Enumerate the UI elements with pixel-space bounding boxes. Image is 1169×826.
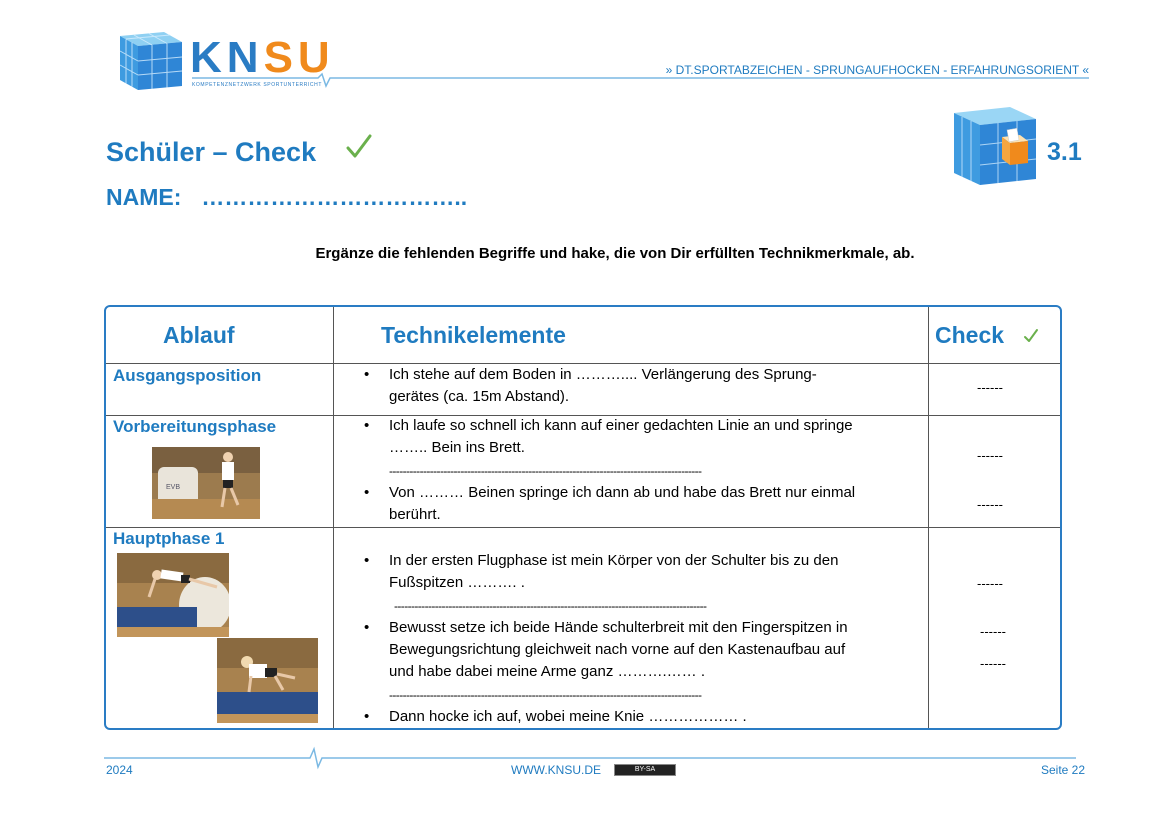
name-blank: …………………………….. <box>201 184 468 210</box>
instruction-text: Ergänze die fehlenden Begriffe und hake, die von Dir erfüllten Technikmerkmale, ab. <box>315 245 915 262</box>
separator-line: -------------------------------------------------------------------------------------------- <box>394 599 707 613</box>
bullet-icon: • <box>364 366 370 383</box>
technique-item: Ich laufe so schnell ich kann auf einer gedachten Linie an und springe …….. Bein ins Brett. <box>389 417 853 456</box>
bullet-icon: • <box>364 552 370 569</box>
check-mark-field[interactable]: ------ <box>980 624 1006 639</box>
checkmark-icon <box>345 133 373 161</box>
photo-flight-phase <box>117 553 229 637</box>
name-field <box>106 184 467 211</box>
knsu-logo-text: KNSU <box>190 33 335 82</box>
svg-text:EVB: EVB <box>166 484 181 491</box>
technique-item: Bewusst setze ich beide Hände schulterbreit mit den Fingerspitzen in Bewegungsrichtung gleichweit nach vorne auf den Kastenaufbau auf und habe dabei meine Arme ganz ……….…… . <box>389 619 848 680</box>
column-divider <box>333 307 334 728</box>
name-label: NAME: <box>106 184 182 210</box>
phase-ausgangsposition: Ausgangsposition <box>113 366 262 385</box>
footer-year: 2024 <box>106 763 133 777</box>
header-technikelemente: Technikelemente <box>381 322 566 348</box>
technique-item: In der ersten Flugphase ist mein Körper von der Schulter bis zu den Fußspitzen ………. . <box>389 552 839 591</box>
technique-item: Dann hocke ich auf, wobei meine Knie ……………… . <box>389 708 747 725</box>
column-divider <box>928 307 929 728</box>
separator-line: -------------------------------------------------------------------------------------------- <box>389 688 702 702</box>
check-mark-field[interactable]: ------ <box>977 576 1003 591</box>
bullet-icon: • <box>364 708 370 725</box>
check-mark-field[interactable]: ------ <box>977 380 1003 395</box>
document-header-title: » DT.SPORTABZEICHEN - SPRUNGAUFHOCKEN - ERFAHRUNGSORIENT « <box>665 63 1089 77</box>
header-check: Check <box>935 322 1005 348</box>
check-mark-field[interactable]: ------ <box>977 497 1003 512</box>
technique-item: Von ……… Beinen springe ich dann ab und habe das Brett nur einmal berührt. <box>389 484 856 523</box>
check-mark-field[interactable]: ------ <box>977 448 1003 463</box>
phase-vorbereitungsphase: Vorbereitungsphase <box>113 417 277 436</box>
footer-website-link[interactable]: WWW.KNSU.DE <box>511 763 601 777</box>
footer-page-number: Seite 22 <box>1041 763 1086 777</box>
check-table <box>104 305 1062 730</box>
photo-support-phase <box>217 638 318 723</box>
technique-item: Ich stehe auf dem Boden in ……….... Verlängerung des Sprung- gerätes (ca. 15m Abstand). <box>389 366 817 405</box>
checkmark-icon <box>1023 328 1039 344</box>
cc-license-badge: BY-SA <box>614 764 676 776</box>
separator-line: -------------------------------------------------------------------------------------------- <box>389 464 702 478</box>
chapter-cube-icon <box>950 103 1040 189</box>
chapter-number: 3.1 <box>1047 138 1082 166</box>
header-ablauf: Ablauf <box>163 322 235 348</box>
phase-hauptphase-1: Hauptphase 1 <box>113 529 225 548</box>
bullet-icon: • <box>364 484 370 501</box>
check-mark-field[interactable]: ------ <box>980 656 1006 671</box>
photo-run-up <box>152 447 260 519</box>
bullet-icon: • <box>364 417 370 434</box>
row-divider <box>106 527 1060 528</box>
bullet-icon: • <box>364 619 370 636</box>
page-title: Schüler – Check <box>106 137 317 167</box>
logo-subtitle: KOMPETENZNETZWERK SPORTUNTERRICHT <box>192 82 322 88</box>
